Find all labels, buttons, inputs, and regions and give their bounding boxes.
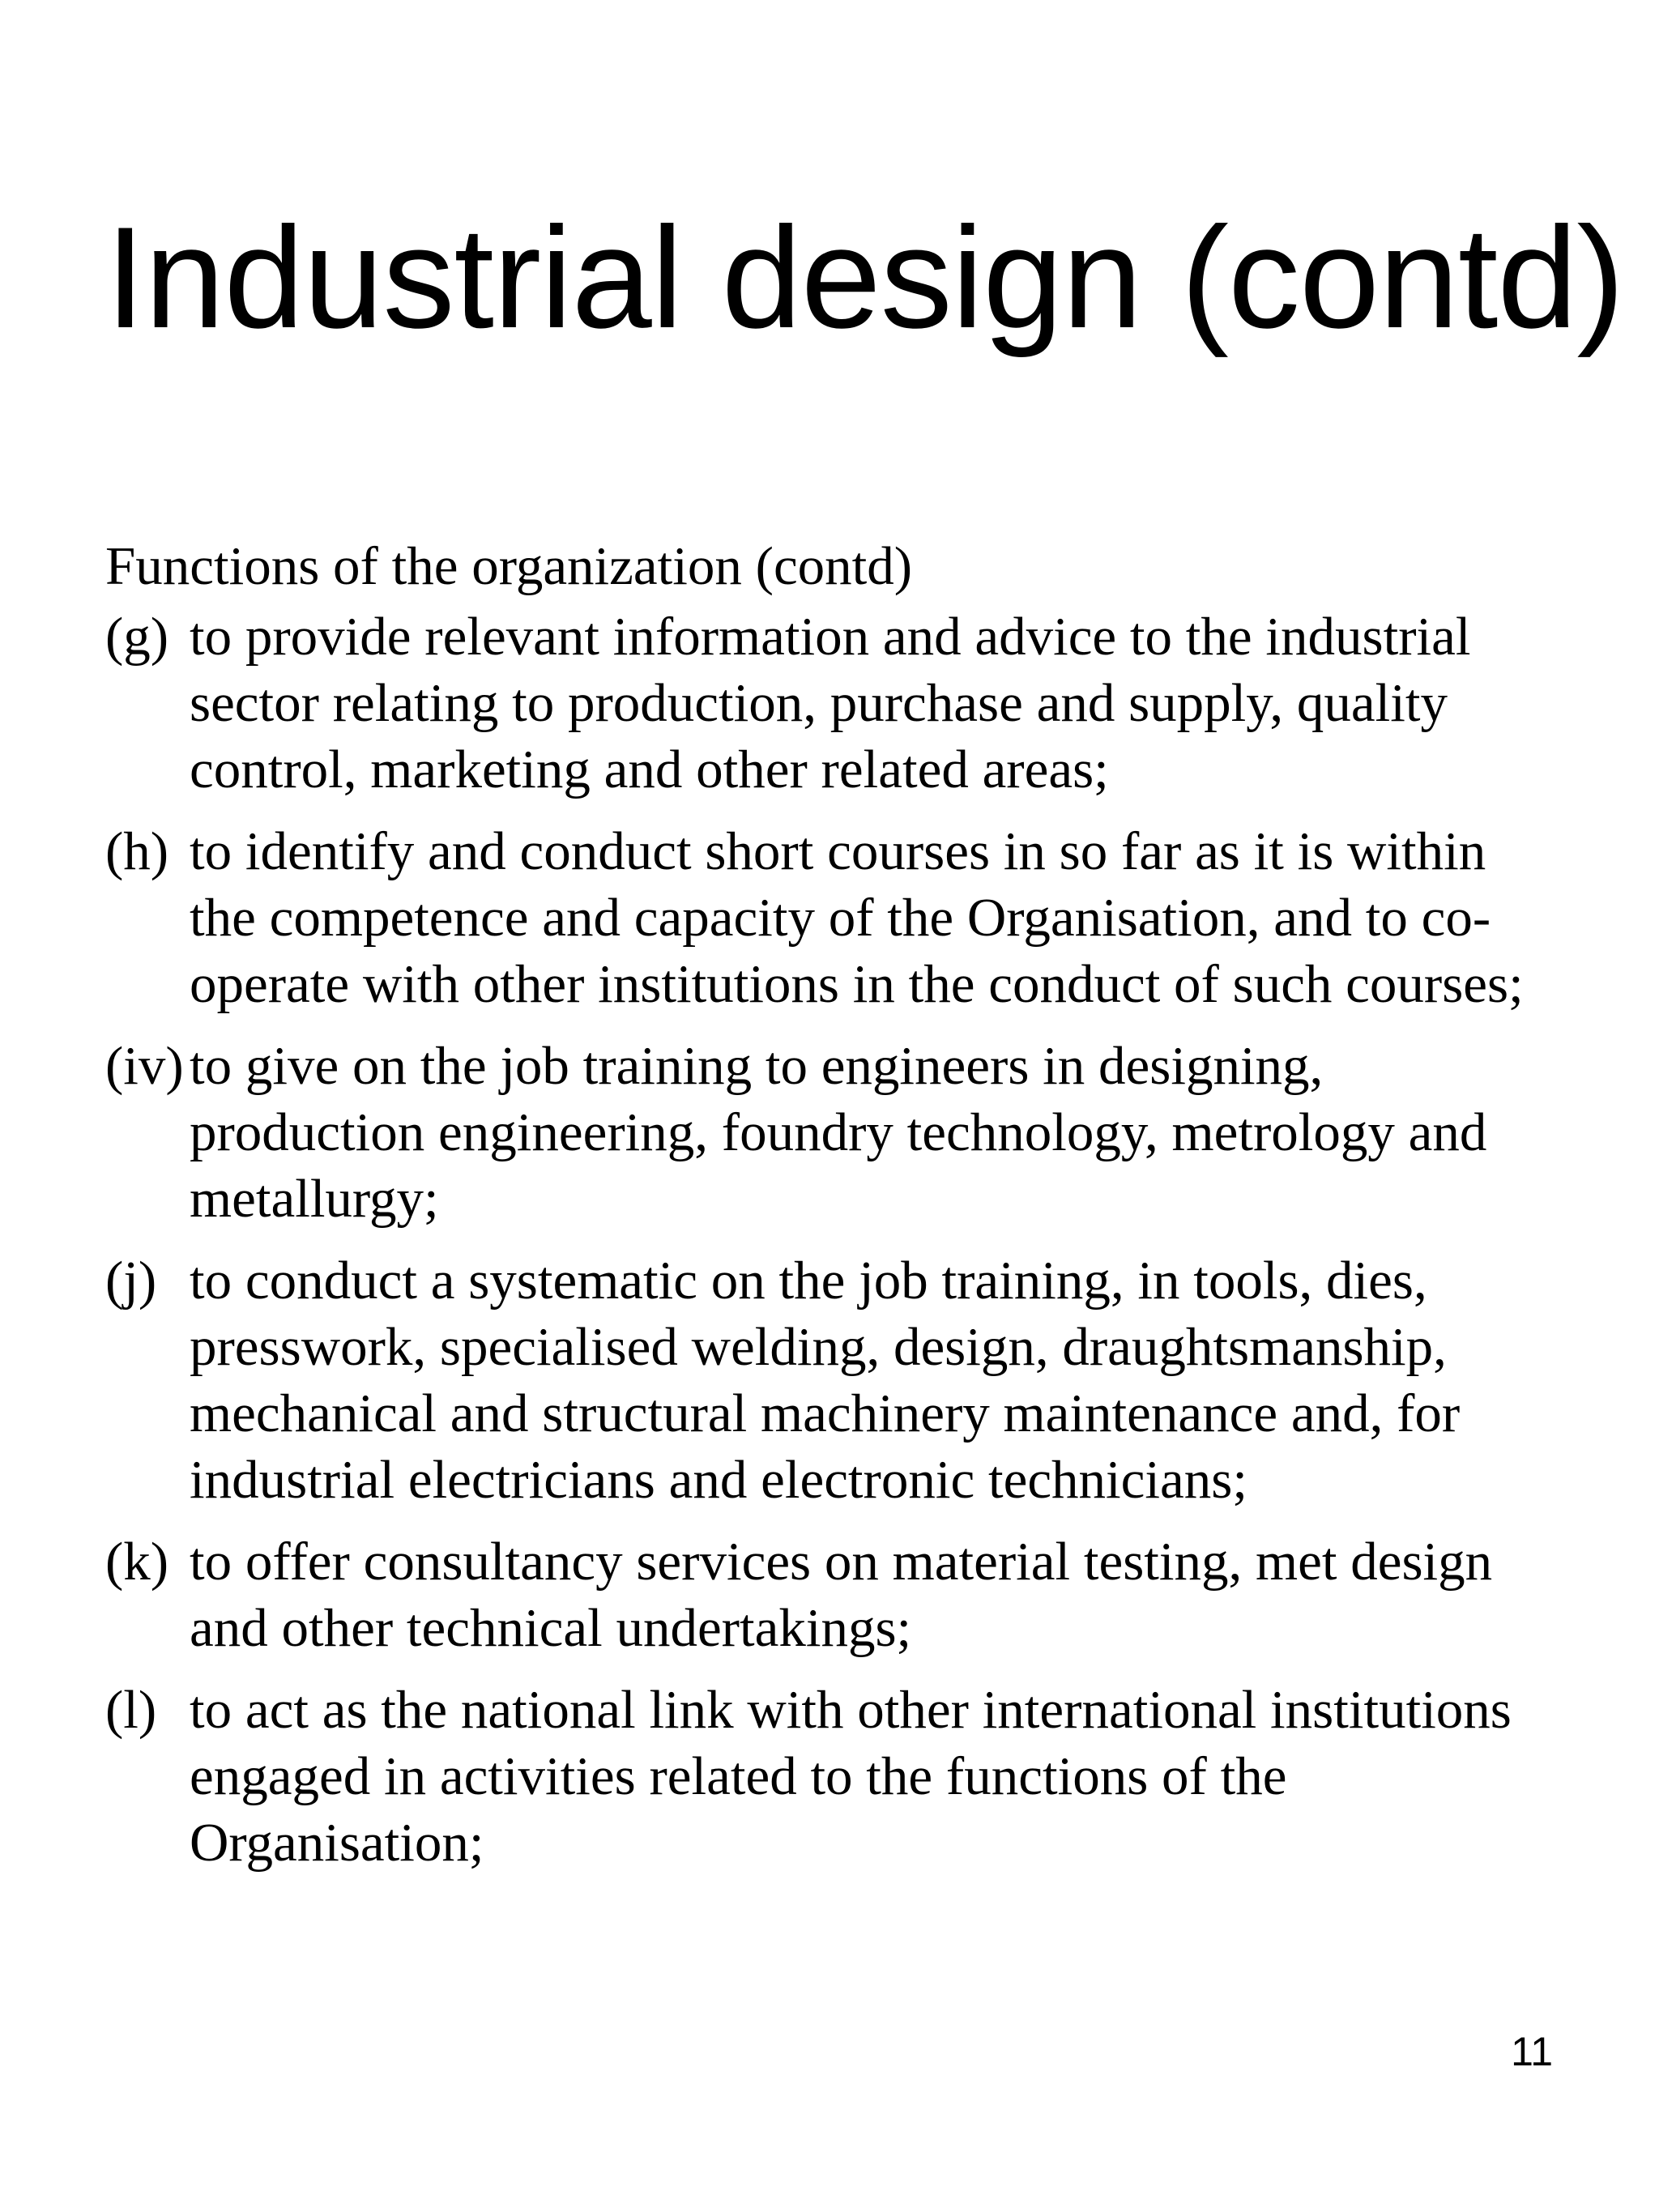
slide-body	[105, 533, 1588, 1891]
list-item-text: to conduct a systematic on the job training, in tools, dies, presswork, specialised welding, design, draughtsmanship, mechanical and structural machinery maintenance and, for industrial electricians and electronic technicians;	[190, 1251, 1461, 1510]
list-item-g	[105, 603, 1588, 803]
list-item-j	[105, 1247, 1588, 1513]
list-item-l	[105, 1677, 1588, 1876]
list-marker: (g)	[105, 607, 169, 667]
list-marker: (k)	[105, 1532, 169, 1592]
list-marker: (j)	[105, 1251, 157, 1311]
list-marker: (l)	[105, 1680, 157, 1740]
list-item-k	[105, 1528, 1588, 1661]
list-item-iv	[105, 1033, 1588, 1232]
slide-title: Industrial design (contd)	[105, 197, 1624, 358]
list-item-text: to provide relevant information and advice to the industrial sector relating to production, purchase and supply, quality control, marketing and other related areas;	[190, 607, 1471, 799]
page-number: 11	[1511, 2029, 1553, 2074]
list-item-text: to offer consultancy services on material testing, met design and other technical undertakings;	[190, 1532, 1493, 1658]
list-marker: (h)	[105, 821, 169, 881]
list-item-text: to give on the job training to engineers in designing, production engineering, foundry technology, metrology and metallurgy;	[190, 1036, 1487, 1229]
list-item-h	[105, 818, 1588, 1017]
list-marker: (iv)	[105, 1036, 184, 1096]
section-intro: Functions of the organization (contd)	[105, 536, 913, 596]
list-item-text: to act as the national link with other international institutions engaged in activities related to the functions of the Organisation;	[190, 1680, 1512, 1873]
list-item-text: to identify and conduct short courses in so far as it is within the competence and capacity of the Organisation, and to co- operate with other institutions in the conduct of such courses;	[190, 821, 1524, 1014]
